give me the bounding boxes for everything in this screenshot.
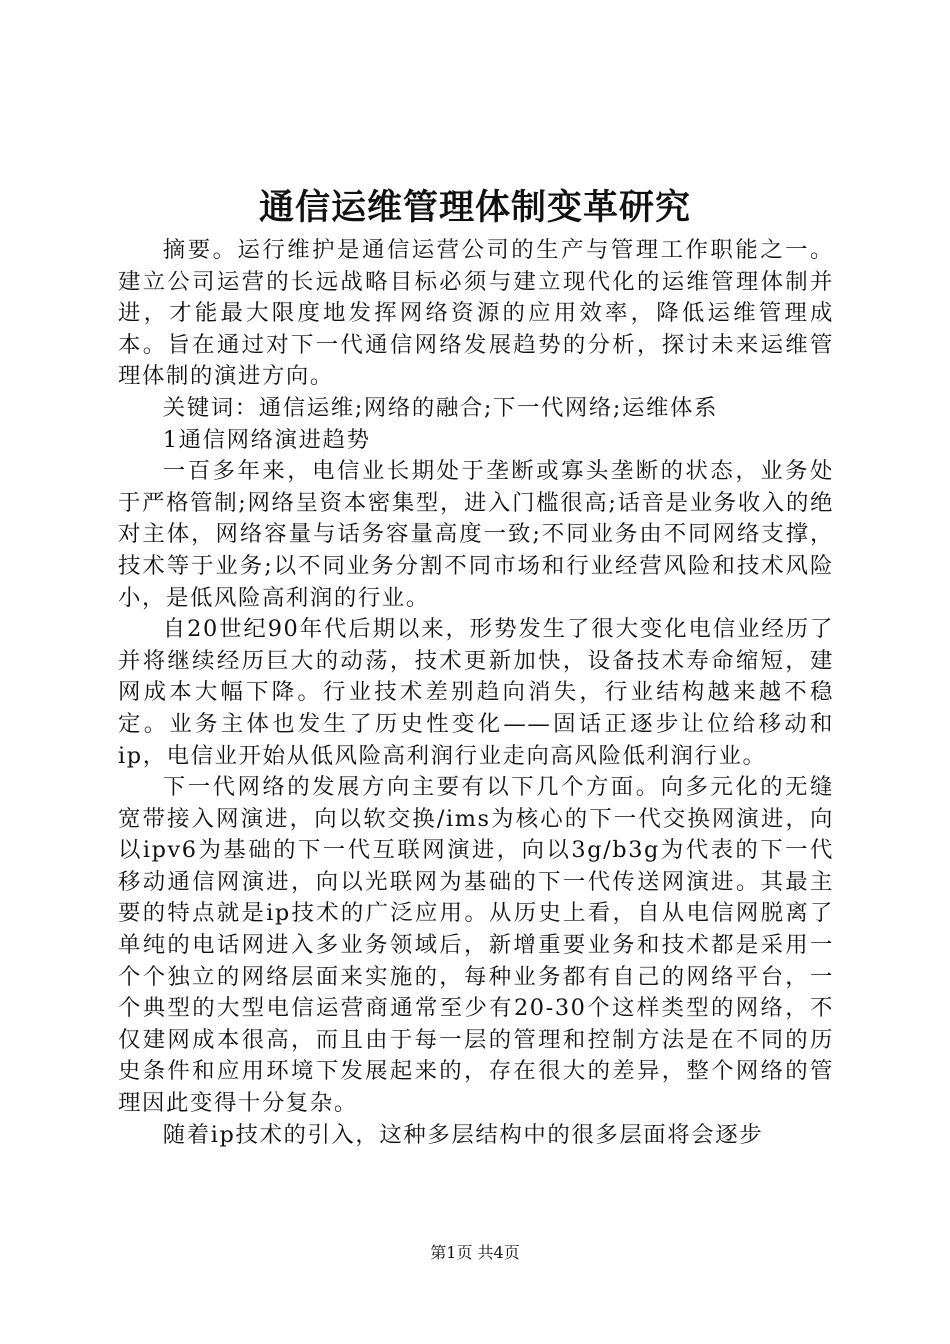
body-paragraph: 下一代网络的发展方向主要有以下几个方面。向多元化的无缝宽带接入网演进，向以软交换/ims为核心的下一代交换网演进，向以ipv6为基础的下一代互联网演进，向以3g/b3g为代表的下一代移动通信网演进，向以光联网为基础的下一代传送网演进。其最主要的特点就是ip技术的广泛应用。从历史上看，自从电信网脱离了单纯的电话网进入多业务领域后，新增重要业务和技术都是采用一个个独立的网络层面来实施的，每种业务都有自己的网络平台，一个典型的大型电信运营商通常至少有20-30个这样类型的网络，不仅建网成本很高，而且由于每一层的管理和控制方法是在不同的历史条件和应用环境下发展起来的，存在很大的差异，整个网络的管理因此变得十分复杂。 <box>118 774 834 1117</box>
section-heading: 1通信网络演进趋势 <box>162 426 371 453</box>
keywords-paragraph: 关键词：通信运维;网络的融合;下一代网络;运维体系 <box>162 394 719 421</box>
page-footer: 第1页 共4页 <box>430 1243 520 1262</box>
body-paragraph: 一百多年来，电信业长期处于垄断或寡头垄断的状态，业务处于严格管制;网络呈资本密集型，进入门槛很高;话音是业务收入的绝对主体，网络容量与话务容量高度一致;不同业务由不同网络支撑，技术等于业务;以不同业务分割不同市场和行业经营风险和技术风险小，是低风险高利润的行业。 <box>118 458 834 611</box>
document-title: 通信运维管理体制变革研究 <box>258 188 691 228</box>
abstract-paragraph: 摘要。运行维护是通信运营公司的生产与管理工作职能之一。建立公司运营的长远战略目标必须与建立现代化的运维管理体制并进，才能最大限度地发挥网络资源的应用效率，降低运维管理成本。旨在通过对下一代通信网络发展趋势的分析，探讨未来运维管理体制的演进方向。 <box>118 237 834 390</box>
body-paragraph: 自20世纪90年代后期以来，形势发生了很大变化电信业经历了并将继续经历巨大的动荡，技术更新加快，设备技术寿命缩短，建网成本大幅下降。行业技术差别趋向消失，行业结构越来越不稳定。业务主体也发生了历史性变化——固话正逐步让位给移动和ip，电信业开始从低风险高利润行业走向高风险低利润行业。 <box>118 616 834 769</box>
document-body <box>118 235 834 1151</box>
body-paragraph: 随着ip技术的引入，这种多层结构中的很多层面将会逐步 <box>162 1121 764 1148</box>
